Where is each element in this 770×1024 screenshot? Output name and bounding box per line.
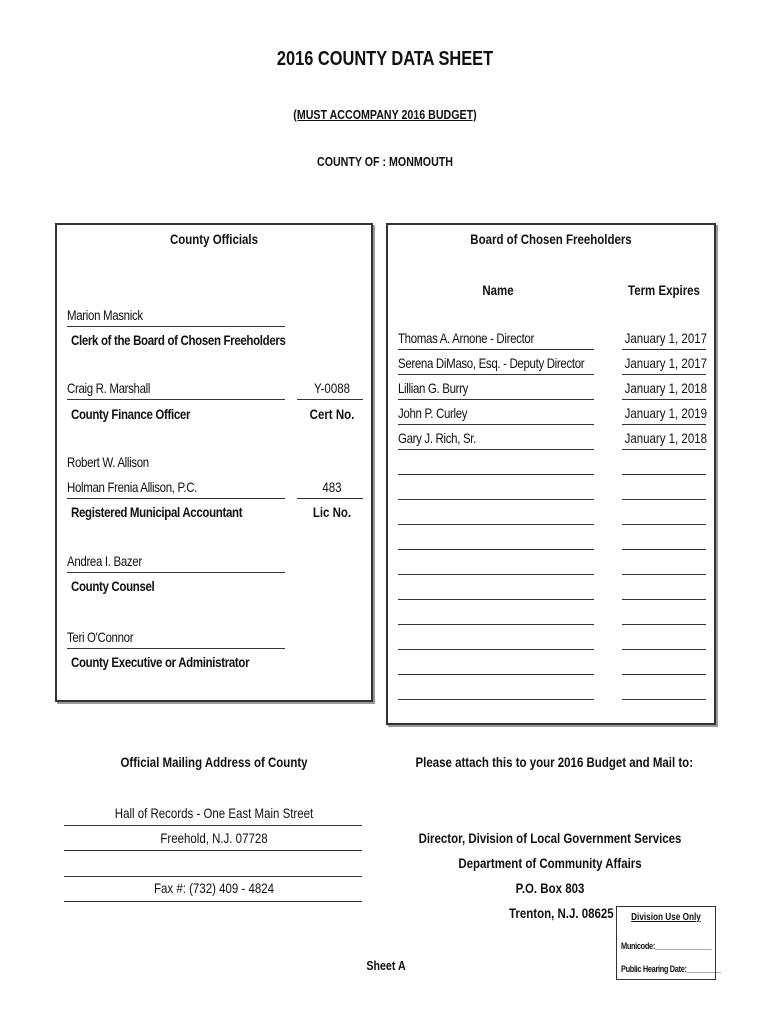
freeholder-name-line [398, 624, 594, 625]
clerk-line [67, 326, 285, 327]
freeholder-term-line [622, 424, 706, 425]
freeholder-term-line [622, 674, 706, 675]
county-line: COUNTY OF : MONMOUTH [316, 154, 453, 169]
county-officials-heading: County Officials [169, 231, 259, 247]
mailing-fax-rule [64, 901, 362, 902]
cfo-cert-line [297, 399, 363, 400]
page-title: 2016 COUNTY DATA SHEET [276, 48, 494, 70]
freeholder-name-line [398, 349, 594, 350]
lic-label: Lic No. [312, 504, 352, 520]
counsel-title: County Counsel [71, 578, 155, 594]
page-subtitle: (MUST ACCOMPANY 2016 BUDGET) [293, 107, 477, 122]
freeholder-name-line [398, 374, 594, 375]
hearing-date-field: Public Hearing Date:_________ [621, 964, 721, 974]
cfo-title: County Finance Officer [71, 406, 191, 422]
freeholder-name: Lillian G. Burry [398, 380, 469, 396]
freeholder-name-line [398, 574, 594, 575]
exec-name: Teri O'Connor [67, 629, 134, 645]
rma-title: Registered Municipal Accountant [71, 504, 243, 520]
freeholders-heading: Board of Chosen Freeholders [470, 231, 632, 247]
mailing-line-1-rule [64, 825, 362, 826]
cfo-cert-number: Y-0088 [314, 380, 350, 396]
mailing-line-2-rule [64, 850, 362, 851]
freeholder-term-line [622, 624, 706, 625]
name-column-header: Name [482, 282, 514, 298]
division-use-box [616, 906, 721, 980]
exec-title: County Executive or Administrator [71, 654, 250, 670]
freeholders-box [386, 223, 716, 725]
freeholder-name: John P. Curley [398, 405, 468, 421]
freeholder-term: January 1, 2018 [624, 430, 707, 446]
division-use-title: Division Use Only [631, 912, 701, 923]
freeholder-name-line [398, 449, 594, 450]
term-column-header: Term Expires [628, 282, 700, 298]
rma-lic-number: 483 [322, 479, 342, 495]
freeholder-term: January 1, 2017 [624, 330, 707, 346]
send-to-heading: Please attach this to your 2016 Budget and Mail to: [415, 754, 694, 770]
cfo-line [67, 399, 285, 400]
mailing-line-1: Hall of Records - One East Main Street [114, 805, 314, 821]
freeholder-name-line [398, 499, 594, 500]
freeholder-term-line [622, 374, 706, 375]
freeholder-term-line [622, 449, 706, 450]
rma-name: Robert W. Allison [67, 454, 149, 470]
municode-field: Municode:_______________ [621, 941, 712, 951]
freeholder-term-line [622, 499, 706, 500]
freeholder-name-line [398, 549, 594, 550]
freeholder-name: Serena DiMaso, Esq. - Deputy Director [398, 355, 585, 371]
freeholder-name-line [398, 424, 594, 425]
rma-firm: Holman Frenia Allison, P.C. [67, 479, 198, 495]
freeholder-term: January 1, 2019 [624, 405, 707, 421]
mailing-line-2: Freehold, N.J. 07728 [160, 830, 268, 846]
freeholder-name: Thomas A. Arnone - Director [398, 330, 534, 346]
clerk-title: Clerk of the Board of Chosen Freeholders [71, 332, 286, 348]
freeholder-name-line [398, 674, 594, 675]
rma-line [67, 498, 285, 499]
mailing-heading: Official Mailing Address of County [120, 754, 308, 770]
cfo-name: Craig R. Marshall [67, 380, 151, 396]
sheet-label: Sheet A [366, 958, 406, 973]
freeholder-name-line [398, 599, 594, 600]
freeholder-name-line [398, 474, 594, 475]
freeholder-term-line [622, 399, 706, 400]
send-to-line-2: Department of Community Affairs [458, 855, 642, 871]
freeholder-name-line [398, 649, 594, 650]
freeholder-term-line [622, 599, 706, 600]
freeholder-name-line [398, 699, 594, 700]
mailing-line-3-rule [64, 876, 362, 877]
exec-line [67, 648, 285, 649]
freeholder-name-line [398, 524, 594, 525]
clerk-name: Marion Masnick [67, 307, 143, 323]
send-to-line-1: Director, Division of Local Government Services [418, 830, 682, 846]
counsel-name: Andrea I. Bazer [67, 553, 142, 569]
mailing-fax: Fax #: (732) 409 - 4824 [154, 880, 274, 896]
freeholder-term: January 1, 2018 [624, 380, 707, 396]
freeholder-term-line [622, 474, 706, 475]
county-officials-box [55, 223, 373, 702]
cert-label: Cert No. [309, 406, 355, 422]
freeholder-term: January 1, 2017 [624, 355, 707, 371]
freeholder-term-line [622, 649, 706, 650]
send-to-line-4: Trenton, N.J. 08625 [509, 905, 614, 921]
rma-lic-line [297, 498, 363, 499]
freeholder-term-line [622, 524, 706, 525]
freeholder-term-line [622, 349, 706, 350]
freeholder-name: Gary J. Rich, Sr. [398, 430, 477, 446]
counsel-line [67, 572, 285, 573]
freeholder-term-line [622, 699, 706, 700]
freeholder-name-line [398, 399, 594, 400]
freeholder-term-line [622, 549, 706, 550]
send-to-line-3: P.O. Box 803 [515, 880, 585, 896]
freeholder-term-line [622, 574, 706, 575]
